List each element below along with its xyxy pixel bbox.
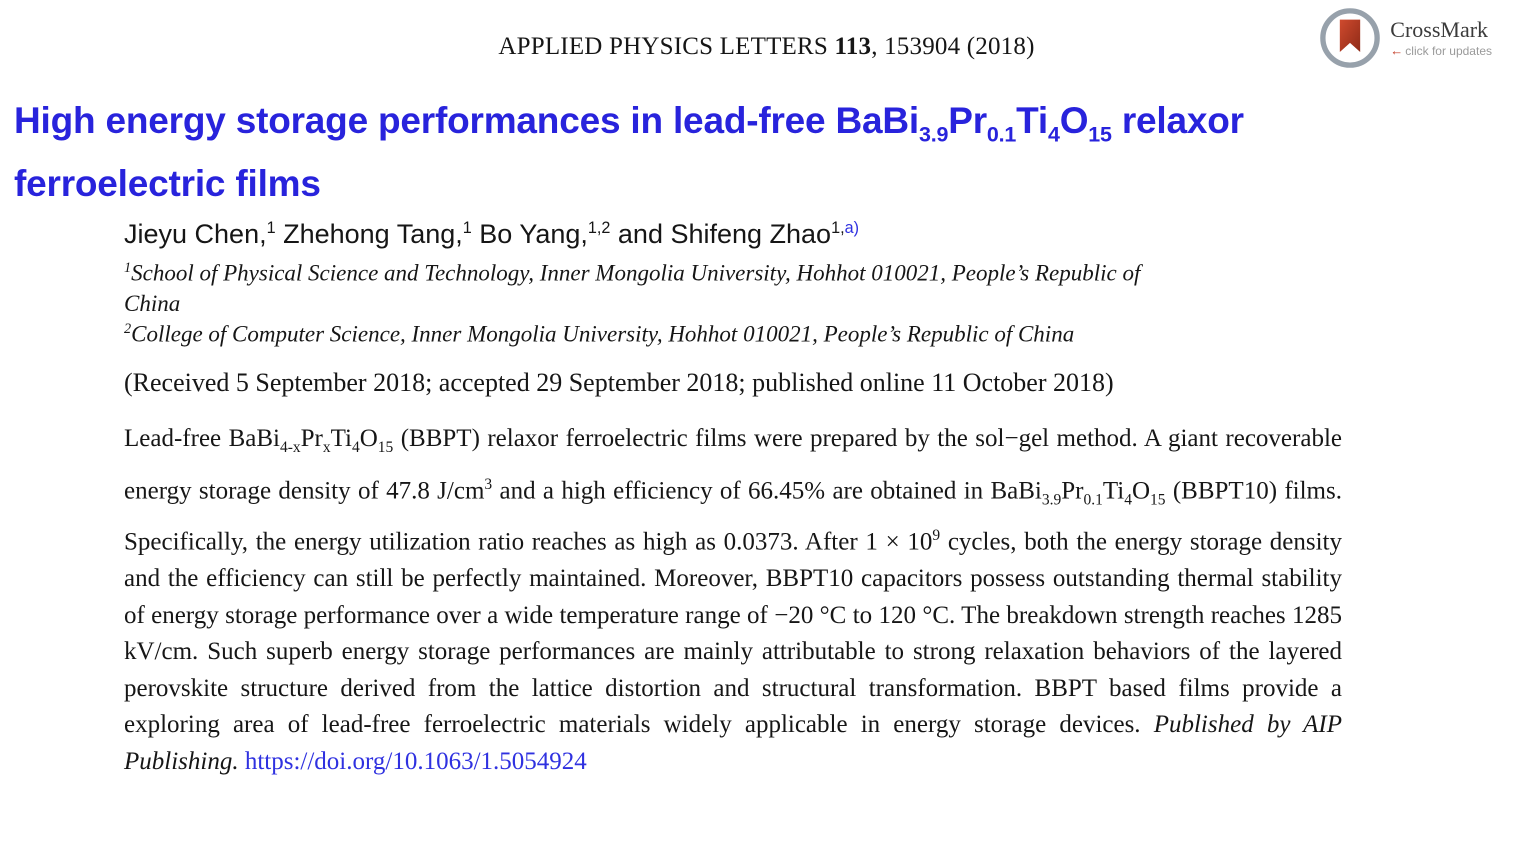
crossmark-label: CrossMark [1390,17,1489,43]
text-segment: 15 [1088,122,1112,147]
text-segment: College of Computer Science, Inner Mongolia University, Hohhot 010021, People’s Republic of China [131,321,1075,347]
journal-header [0,33,1533,61]
journal-citation: , 153904 (2018) [871,33,1035,60]
text-segment: (BBPT10) films. Specifically, the energy utilization ratio reaches as high as 0.0373. After 1 × 10 [124,476,1342,556]
doi-link[interactable]: https://doi.org/10.1063/1.5054924 [244,747,587,775]
left-arrow-icon: ← [1390,43,1404,59]
author-name: and Shifeng Zhao [610,219,832,249]
received-line: (Received 5 September 2018; accepted 29 September 2018; published online 11 October 2018) [124,368,1114,397]
text-segment: China [124,290,181,316]
text-segment: 4 [351,439,360,456]
text-segment: 9 [932,527,941,545]
crossmark-icon [1319,7,1381,69]
author-name: Bo Yang, [471,219,588,249]
text-segment: 3 [484,475,493,493]
text-segment: O [1059,100,1089,141]
text-segment: 3.9 [1041,490,1062,508]
text-segment: Ti [1016,100,1048,141]
text-segment: Pr [1061,476,1084,504]
text-segment: Lead-free BaBi [124,425,280,452]
text-segment: 15 [1150,490,1166,508]
abstract-paragraph [124,421,1342,780]
text-segment: relaxor [1111,100,1244,141]
affiliation-2 [124,314,1074,350]
text-segment: 1,2 [587,219,611,237]
text-segment: 4 [1124,490,1132,508]
text-segment: 0.1 [1083,490,1103,508]
text-segment: 0.1 [986,122,1017,147]
text-segment: 4 [1047,122,1060,147]
text-segment: 2 [124,321,132,337]
text-segment: School of Physical Science and Technology, Inner Mongolia University, Hohhot 010021, People’s Republic of [131,260,1141,286]
crossmark-badge[interactable] [1319,7,1492,69]
publisher-note: Published by AIP Publishing. [124,711,1342,775]
crossmark-text [1390,18,1492,58]
crossmark-tagline [1390,44,1492,58]
text-segment: High energy storage performances in lead-free BaBi [14,100,919,141]
journal-volume: 113 [834,33,872,60]
text-segment: Ti [330,425,352,452]
text-segment: Pr [948,100,987,141]
text-segment: ferroelectric films [14,163,321,205]
text-segment: Ti [1102,476,1125,504]
text-segment: Pr [300,425,323,452]
journal-name: APPLIED PHYSICS LETTERS [498,33,835,60]
text-segment: cycles, both the energy storage density and the efficiency can still be perfectly maintained. Moreover, BBPT10 capacitors possess outstanding thermal stability of energy storage performance over a wide temperature range of −20 °C to 120 °C. The breakdown strength reaches 1285 kV/cm. Such superb energy storage performances are mainly attributable to strong relaxation behaviors of the layered perovskite structure derived from the lattice distortion and structural transformation. BBPT based films provide a exploring area of lead-free ferroelectric materials widely applicable in energy storage devices. [124,528,1342,739]
affiliation-1 [124,253,1140,319]
author-name: Zhehong Tang, [275,219,463,249]
text-segment: 1 [462,219,472,237]
text-segment: O [1131,476,1151,504]
paper-title [14,96,1519,209]
text-segment: 3.9 [919,122,949,147]
text-segment: (BBPT) relaxor ferroelectric films were prepared by the sol−gel method. A giant recoverable energy storage density of 47.8 J/cm [124,425,1342,504]
text-segment: 1 [124,260,132,276]
author-line [124,219,859,250]
author-name: Jieyu Chen, [124,219,267,249]
text-segment: x [322,439,331,456]
text-segment: 1 [266,219,276,237]
text-segment: 4-x [279,439,301,456]
text-segment: O [359,425,378,452]
text-segment: 15 [377,439,394,456]
author-note-link[interactable]: a) [844,219,859,237]
crossmark-tagline-text: click for updates [1405,44,1492,59]
text-segment: and a high efficiency of 66.45% are obtained in BaBi [492,476,1042,504]
text-segment: 1, [831,219,845,237]
